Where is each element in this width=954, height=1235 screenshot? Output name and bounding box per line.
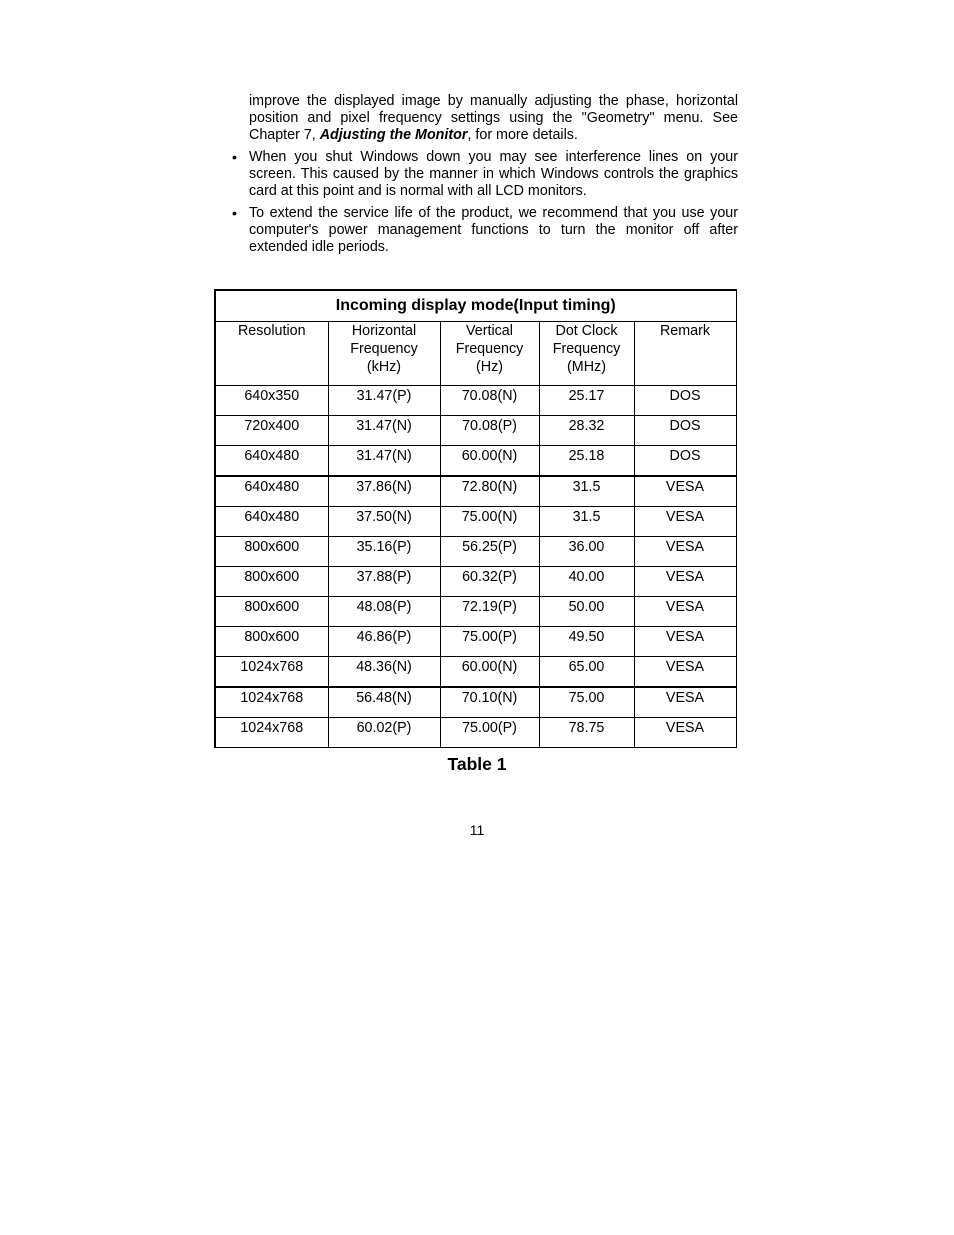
cell-dot-clock: 36.00 bbox=[539, 537, 634, 567]
cell-horizontal: 37.50(N) bbox=[328, 507, 440, 537]
header-vertical-frequency: Vertical Frequency (Hz) bbox=[440, 322, 539, 386]
cell-resolution: 1024x768 bbox=[215, 657, 328, 688]
table-row bbox=[215, 537, 736, 567]
cell-horizontal: 48.36(N) bbox=[328, 657, 440, 688]
bullet-text: To extend the service life of the product, we recommend that you use your computer's power management functions to turn the monitor off after extended idle periods. bbox=[249, 205, 738, 255]
cell-dot-clock: 31.5 bbox=[539, 476, 634, 507]
cell-resolution: 800x600 bbox=[215, 597, 328, 627]
cell-horizontal: 37.88(P) bbox=[328, 567, 440, 597]
cell-remark: VESA bbox=[634, 567, 736, 597]
cell-dot-clock: 50.00 bbox=[539, 597, 634, 627]
cell-dot-clock: 40.00 bbox=[539, 567, 634, 597]
header-remark: Remark bbox=[634, 322, 736, 386]
table-title: Incoming display mode(Input timing) bbox=[215, 290, 736, 322]
cell-vertical: 70.10(N) bbox=[440, 687, 539, 718]
cell-dot-clock: 75.00 bbox=[539, 687, 634, 718]
cell-horizontal: 31.47(P) bbox=[328, 386, 440, 416]
cell-vertical: 72.19(P) bbox=[440, 597, 539, 627]
cell-resolution: 640x350 bbox=[215, 386, 328, 416]
cell-resolution: 640x480 bbox=[215, 507, 328, 537]
bullet-text: When you shut Windows down you may see interference lines on your screen. This caused by the manner in which Windows controls the graphics card at this point and is normal with all LCD monitors. bbox=[249, 149, 738, 199]
bullet-item-power-management bbox=[232, 205, 738, 256]
cell-horizontal: 35.16(P) bbox=[328, 537, 440, 567]
table-row bbox=[215, 446, 736, 477]
page-number: 11 bbox=[469, 822, 485, 838]
header-dot-clock-frequency: Dot Clock Frequency (MHz) bbox=[539, 322, 634, 386]
table-row bbox=[215, 416, 736, 446]
intro-continuation-paragraph bbox=[249, 93, 738, 144]
cell-dot-clock: 49.50 bbox=[539, 627, 634, 657]
cell-remark: VESA bbox=[634, 687, 736, 718]
table-row bbox=[215, 386, 736, 416]
cell-vertical: 75.00(N) bbox=[440, 507, 539, 537]
cell-vertical: 75.00(P) bbox=[440, 627, 539, 657]
table-row bbox=[215, 687, 736, 718]
cell-horizontal: 60.02(P) bbox=[328, 718, 440, 748]
cell-vertical: 60.00(N) bbox=[440, 657, 539, 688]
table-row bbox=[215, 567, 736, 597]
cell-vertical: 56.25(P) bbox=[440, 537, 539, 567]
cell-dot-clock: 25.17 bbox=[539, 386, 634, 416]
cell-dot-clock: 65.00 bbox=[539, 657, 634, 688]
cell-dot-clock: 31.5 bbox=[539, 507, 634, 537]
cell-remark: DOS bbox=[634, 446, 736, 477]
cell-vertical: 75.00(P) bbox=[440, 718, 539, 748]
cell-dot-clock: 78.75 bbox=[539, 718, 634, 748]
cell-remark: VESA bbox=[634, 507, 736, 537]
cell-resolution: 800x600 bbox=[215, 567, 328, 597]
cell-resolution: 640x480 bbox=[215, 476, 328, 507]
table-label: Table 1 bbox=[447, 754, 507, 774]
cell-resolution: 640x480 bbox=[215, 446, 328, 477]
cell-vertical: 70.08(N) bbox=[440, 386, 539, 416]
header-horizontal-frequency: Horizontal Frequency (kHz) bbox=[328, 322, 440, 386]
intro-text-before: improve the displayed image by manually adjusting the phase, horizontal position and pixel frequency settings using the "Geometry" menu. See Chapter 7, bbox=[249, 93, 738, 143]
cell-remark: DOS bbox=[634, 386, 736, 416]
chapter-reference: Adjusting the Monitor bbox=[319, 127, 468, 143]
cell-resolution: 1024x768 bbox=[215, 718, 328, 748]
bullet-icon: • bbox=[232, 149, 237, 165]
bullet-item-shutdown bbox=[232, 149, 738, 200]
cell-horizontal: 31.47(N) bbox=[328, 446, 440, 477]
cell-remark: VESA bbox=[634, 657, 736, 688]
table-row bbox=[215, 718, 736, 748]
cell-horizontal: 48.08(P) bbox=[328, 597, 440, 627]
header-resolution: Resolution bbox=[215, 322, 328, 386]
cell-horizontal: 56.48(N) bbox=[328, 687, 440, 718]
cell-resolution: 720x400 bbox=[215, 416, 328, 446]
cell-remark: VESA bbox=[634, 537, 736, 567]
table-row bbox=[215, 627, 736, 657]
cell-remark: VESA bbox=[634, 597, 736, 627]
table-row bbox=[215, 507, 736, 537]
cell-vertical: 60.32(P) bbox=[440, 567, 539, 597]
cell-vertical: 60.00(N) bbox=[440, 446, 539, 477]
cell-dot-clock: 25.18 bbox=[539, 446, 634, 477]
cell-horizontal: 46.86(P) bbox=[328, 627, 440, 657]
cell-remark: VESA bbox=[634, 627, 736, 657]
cell-remark: VESA bbox=[634, 718, 736, 748]
table-header-row bbox=[215, 322, 736, 386]
cell-resolution: 800x600 bbox=[215, 627, 328, 657]
cell-horizontal: 31.47(N) bbox=[328, 416, 440, 446]
cell-resolution: 1024x768 bbox=[215, 687, 328, 718]
cell-vertical: 70.08(P) bbox=[440, 416, 539, 446]
input-timing-table bbox=[214, 289, 737, 748]
table-row bbox=[215, 657, 736, 688]
cell-horizontal: 37.86(N) bbox=[328, 476, 440, 507]
cell-remark: DOS bbox=[634, 416, 736, 446]
table-row bbox=[215, 597, 736, 627]
intro-text-after: , for more details. bbox=[467, 127, 578, 143]
cell-vertical: 72.80(N) bbox=[440, 476, 539, 507]
cell-resolution: 800x600 bbox=[215, 537, 328, 567]
bullet-icon: • bbox=[232, 205, 237, 221]
cell-dot-clock: 28.32 bbox=[539, 416, 634, 446]
cell-remark: VESA bbox=[634, 476, 736, 507]
table-row bbox=[215, 476, 736, 507]
